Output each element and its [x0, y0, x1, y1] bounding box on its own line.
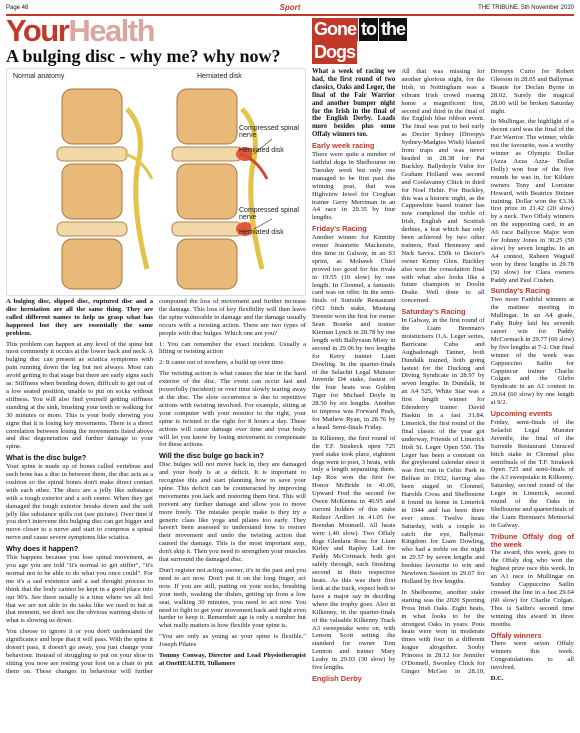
subheading: Saturday's Racing [401, 307, 466, 317]
subheading: English Derby [312, 673, 362, 683]
herniated-spine [172, 89, 272, 289]
column-paragraph: Another winner for Kinnitty owner Jeannette Mackenzie, this time in Galway, in an S3 sprint, as Mohawk Chief proved too good for his rivals in 19.55 (10 slow) by one length. In Clonmel, a fantastic card was on offer. In the semi-finals of Suirside Restaurant ON2 bitch stake, Mustang Sweetie won the first for owner Sean Bourke and trainer Kiernan Lynch in 28.78 by one length with Ballyvaun Misty in second in 29.06 by two lengths for Kerry trainer Liam Dowling. In the quarter-finals of the Selachii Legal Munster Juvenile D4 stake, fastest of the four heats was Golden Tiger for Michael Doyle in 28.50 by six lengths. Another to impress was Forward Push, for Mathew Ryan, in 28.76 by a head. Semi-finals Friday. [312, 234, 396, 431]
subheading: Friday's Racing [312, 224, 367, 234]
column-paragraph: In Shelbourne, another stake starting was the 2020 Sporting Press Irish Oaks. Eight heats, in what looks to be the strongest Oaks in years. Pous heats were won in moderate times with four in a different league altogether. Sooby Princess in 28.12 for Jennifer O'Donnell, Swonley Chick for Ginger McGee in 28.10, Droopys Curio for Robert Gleeson in 28.05 and Ballymac Beanie for Declan Byrne in 28.02. Surely the magical 28.00 will be broken Saturday night. [401, 68, 574, 675]
section-name: Sport [279, 3, 301, 12]
normal-anatomy-label: Normal anatomy [13, 73, 65, 80]
article-signature: Tommy Conway, Director and Lead Physiotherapist at OneHEALTH, Tullamore [159, 652, 306, 667]
article-paragraph: Disc bulges will not move back in, they are damaged and your body is at a deficit. It is important to recognise this and start planning how to save your spine. This deficit can be counteracted by improving movements you lack and restoring them first. This will prevent any further damage and allow you to move more freely. The mistake people make is they try a generic class like yoga and pilates too early. They haven't been assessed to understand how to restore their movement and undo the twisting action that caused the damage. This is the most important step, don't skip it. Then you need to strengthen your muscles that surround the damaged disc. [159, 461, 306, 564]
your-health-article [6, 298, 306, 730]
page-number: Page 48 [6, 5, 29, 11]
column-paragraph: In Kilkenny, the first round of the T.F. Strakeck open 725 yard stake took place, eighteen dogs went to post, 3 heats, with only a length separating them. Jap Rox won the first for Honor McBride in 41.00, Upward Fred the second for Owen McKenna in 40.95 and current holders of this stake Redzer Ardfert in 41.05 for Brendan Mounsell. All heats were (.40 slow). Two Offaly dogs Glenlara Ross for Liam Kirley and Rapley Lad for Paddy McCormack both got safely through, each finishing second in their respective heats. As this was their first look at the track, expect both to have a major say in deciding where the trophy goes. Also in Kilkenny, in the quarter-finals of the valuable Kilkenny Track A3 sweepstake were on, with Lenson Scott setting the standard for owner Tom Lennon and trainer Mary Leahy in 29.03 (30 slow) by five lengths. [312, 434, 396, 672]
herniated-disk-label: Herniated disk [197, 73, 242, 80]
column-intro: What a week of racing we had, the first round of two classics, Oaks and Leger, the final of the Fair Warrior and another bumper night for the Irish in the final of the English Derby. Loads more besides plus some Offaly winners too. [312, 68, 396, 139]
subheading: What is the disc bulge? [6, 453, 87, 463]
spine-illustration [6, 68, 306, 296]
subheading: Offaly winners [490, 630, 542, 640]
column-paragraph: In Galway, in the first round of the Liam Brennan's moisturisers O.A. Leger series, Barricane Cuba and Aughadonagh Tanner, both Dundalk trained, both going fastest for the Ducking and Diving Syndicate in 28.97 by seven lengths. In Dundalk, in an A4 525, White Star was a first length winner for Edenderry trainer David Haskin in a fast 31.84. Limerick, the first round of the final classic of the year got underway, Friends of Limerick Irish St. Leger Open 550. The Leger has been a constant on the greyhound calendar since it was first run in Celtic Park in Belfast in 1932, having also been staged in Clonmel, Harolds Cross and Shelbourne it found its home in Limerick in 1944 and has been there ever since. Twelve heats Saturday, with a couple to catch the eye, Ballymac Kingdom for Liam Dowling, who had a treble on the night in 29.57 by seven lengths and bookies favourite to win and Newtown Session in 29.67 for Holland by five lengths. [401, 317, 485, 585]
article-headline: A bulging disc - why me? why now? [6, 46, 281, 66]
compressed-nerve-label-2: Compressed spinal nerve [239, 207, 299, 221]
subheading: Will the disc bulge go back in? [159, 451, 264, 461]
article-paragraph: Don't register not acting sooner, it's in the past and you need to act now. Don't put it on the long finger, act now. If you are still, putting on your socks, brushing your teeth, washing the dishes, getting up from a low seat, walking 30 minutes, you need to act now. You need to fight to get your movement back and fight even harder to keep it. Remember age is only a number but what really matters is how flexible your spine is. [159, 567, 306, 630]
gone-to-the-dogs-article [312, 68, 574, 730]
article-paragraph: Your spine is made up of bones called vertebrae and each bone has a disc in between them, the disc acts as a cushion so the spinal bones don't make direct contact with each other. The discs are a jelly like substance with a tough exterior and a soft centre. When they get damaged the tough exterior breaks down and the soft jelly like substance spills out (see picture). Over time if you don't intervene this bulging disc can get bigger and move closer to a nerve and start to compress a spinal nerve and cause severe symptoms like sciatica. [6, 463, 153, 542]
article-quote: "You are only as young as your spine is flexible." Joseph Pilates [159, 633, 306, 649]
subheading: Why does it happen? [6, 544, 79, 554]
subheading: Upcoming events [490, 409, 553, 419]
column-paragraph: There were quite a number of faithful dogs in Shelbourne on Tuesday week but only one managed to be first past the winning post, that was Highview Jewel for Croghan trainer Gerry Merriman in an A4 race in 29.35 by four lengths. [312, 151, 396, 222]
column-paragraph: The award, this week, goes to the Offaly dog who won the highest prize race this week. In an A1 race in Mullingar on Sunday Cappuccino Sailin crossed the line in a fast 29.64 (60 slow) for Charlie Colgan. This is Sailin's second time winning this award in three months. [490, 549, 574, 628]
article-paragraph: The twisting action is what causes the tear in the hard exterior of the disc. The event can occur fast and powerfully (incident) or over time slowly tearing away at the disc. The slow occurrence is due to repetitive actions with twisting involved. For example, sitting at your computer with your monitor to the right, your spine is twisted to the right for 8 hours a day. These actions will cause damage over time and your body will let you know by losing movement to compensate for these actions. [159, 370, 306, 449]
article-paragraph: 2: It came out of nowhere, a build up over time. [159, 359, 285, 367]
article-paragraph: You choose to ignore it or you don't understand the significance and hope that it will pass. With the spine it doesn't pass, it doesn't go away, you just change your behaviour. Instead of struggling to put on your shoe in sitting you now are resting your foot on a chair to put them on. These changes in behaviour will further compound the loss of movement and further increase the damage. This loss of key flexibility will then leave the spine vulnerable to damage and the damage usually occurs with a twisting action. There are two types of people with disc bulges. Which one are you? [6, 298, 306, 675]
herniated-disk-label-2: Herniated disk [239, 229, 284, 236]
article-lead: A bulging disc, slipped disc, ruptured disc and a disc herniation are all the same thing. They are called different names to help us grasp what has happened but they are essentially the same problem. [6, 298, 153, 337]
article-paragraph: This happens because you lose spinal movement, as you age you are told "it's normal to get stiffer", "it's normal not to be able to do what you once could". For me it's a sad existence and a sad thought process to think that the body cannot be kept in a good place into our 90's. See there usually is a time where we all feel that we are not able to do tasks like we used to but at that moment, we don't see the obvious warning shots of what is slowing us down. [6, 554, 153, 625]
subheading: Tribune Offaly dog of the week [490, 531, 574, 549]
compressed-nerve-label-1: Compressed spinal nerve [239, 125, 299, 139]
your-health-masthead: YourHealth [6, 13, 155, 48]
column-paragraph: Friday, semi-finals of the Selachii Legal Munster Juvenile, the final of the Suirside Restaurant Unraced bitch stake in Clonmel plus semifinals of the T.F. Strakeck Open 725 and semi-finals of the A3 sweepstake in Kilkenny. Saturday, second round of the Leger in Limerick, second round of the Oaks in Shelbourne and quarterfinals of the Liam Brennan's Memorial in Galway. [490, 418, 574, 529]
column-signature: D.C. [490, 675, 504, 683]
column-paragraph: Two more Faithful winners at the matinee meeting in Mullingar. In an A4 grade, Fahy Ruby laid his seventh career win for Paddy McCormack in 29.77 (60 slow) by five lengths at 7-2. Our final winner of the week was Cappuccino Sailin for Cappincur trainer Charlie Colgan and the Glebo Syndicate in an A1 contest in 29.64 (60 slow) by one length at 9/2. [490, 296, 574, 407]
normal-spine [57, 89, 152, 289]
subheading: Sunday's Racing [490, 286, 550, 296]
column-paragraph: In Mullingar, the highlight of a decent card was the final of the Fair Warrior. The winner, while not the favourite, was a worthy winner as Olympic Dollar (Azza Azza Azza- Dollar Dolly) won four of the five rounds he was in, for Kildare owners Tony and Lorraine Howard, with Beatrice Steiner training. Dollar won the €3.3k first prize in 21.42 (20 slow) by a neck. Two Offaly winners on the supporting card, in an A6 race Ballycoe Major won for Johnny Jones in 30.25 (50 slow) by seven lengths. In an A4 contest, Raheen Wagtail won by three lengths in 29.78 (50 slow) for Clara owners Paddy and Paul Cushen. [490, 118, 574, 284]
article-paragraph: This problem can happen at any level of the spine but most commonly it occurs at the lower back and neck. A bulging disc can present as sciatica symptoms with pain running down the leg but not always. Most can avoid getting to that stage but there are early signs such as: Stiffness when bending down, difficult to get out of a low seated position, unable to put on socks without stiffness. You will also find yourself getting stiffness standing at the sink, brushing your teeth or walking for 30 minutes or more. This is your body showing you signs that it is losing key movements. There is a direct correlation between losing the movements listed above and disc degeneration and further damage to your spine. [6, 340, 153, 451]
column-paragraph: There were seven Offaly winners this week. Congratulations to all involved. [490, 640, 574, 672]
spine-diagram [7, 69, 307, 297]
herniated-disk-label-1: Herniated disk [239, 147, 284, 154]
paper-date: THE TRIBUNE, 5th November 2020 [478, 5, 574, 11]
article-paragraph: 1: You can remember the exact incident. Usually a lifting or twisting action [159, 340, 306, 356]
gone-to-the-dogs-masthead: Gone to theDogs [314, 19, 406, 62]
column-paragraph: All that was missing for another glorious night, for the Irish, in Nottingham was a vibrant Irish crowd roaring home a magnificent first, second and third in the final of the English blue ribbon event. The final was put to bed early as Decier Sydney (Droopys Sydney-Madgies Wish) blasted from traps and was never headed in 28.38 for Pat Buckley. Ballydoyle Vidor for Graham Holland was second and Coolavanny Chick in third for Noel Hehir. For Buckley, this was a historic night, as the Cappawhite based trainer has now completed the treble of Irish, English and Scottish derbies, a feat which has only been achieved by two other trainers, Paul Hennessy and Nick Savva. £50k to Decier's owner Kenny Glen. Buckley also won the consolation final with what also looks like a future champion in Doolin Drake. Well done to all concerned. [401, 68, 485, 305]
subheading: Early week racing [312, 141, 375, 151]
